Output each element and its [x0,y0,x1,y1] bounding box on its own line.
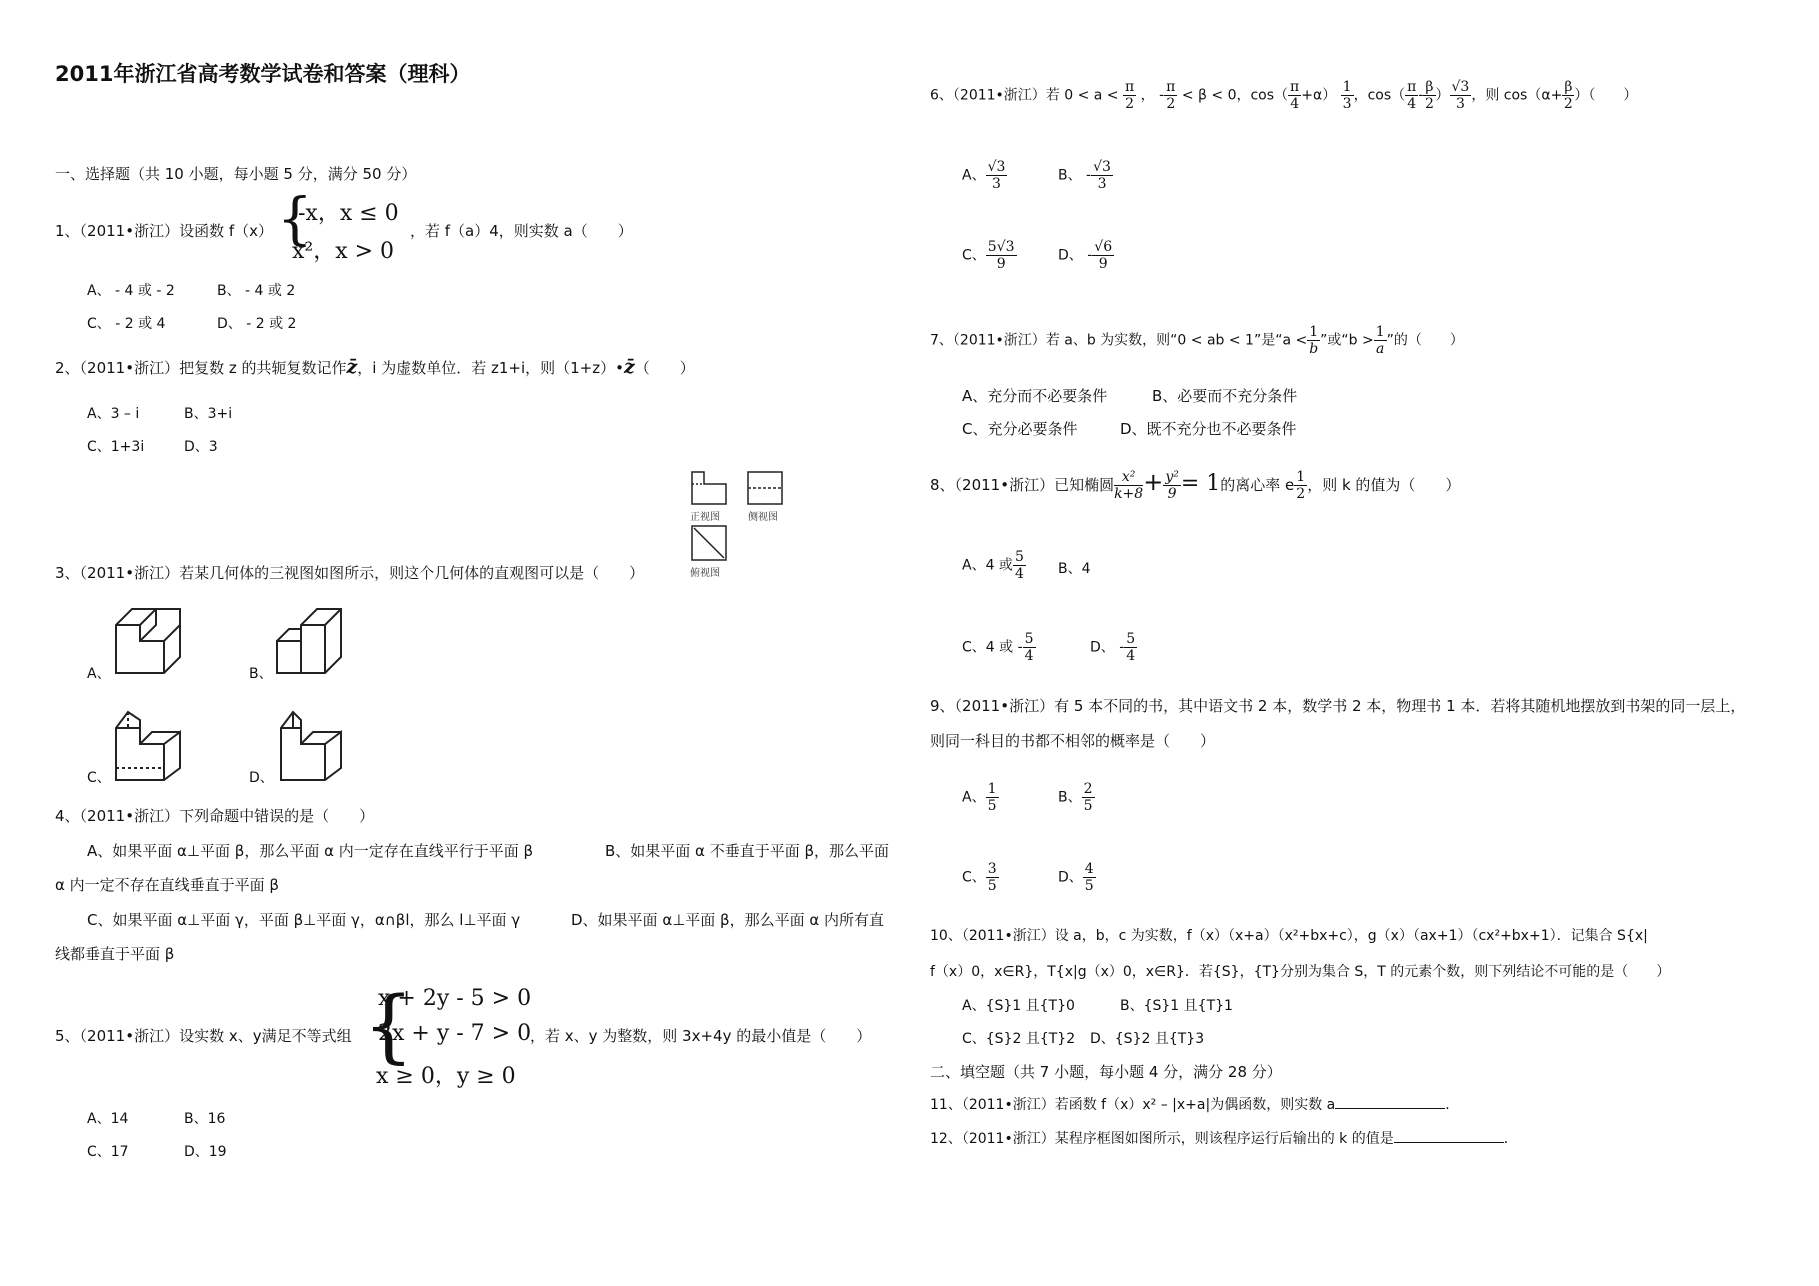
q10-option-d: D、{S}2 且{T}3 [1090,1031,1205,1047]
q8-plus: + [1143,468,1164,496]
q12-answer-blank[interactable] [1394,1128,1504,1143]
q10-option-c: C、{S}2 且{T}2 [962,1031,1076,1047]
question-3: 3、（2011•浙江）若某几何体的三视图如图所示，则这个几何体的直观图可以是（ ） [55,564,645,582]
question-1 [55,220,273,241]
q8-option-c: C、4 或 - $\frac{5}{4}$ [962,631,1034,664]
q2-option-b: B、3+i [184,406,233,422]
q3-option-d-solid [273,708,348,783]
q8-equals-one: = 1 [1180,471,1221,496]
section-heading-choice: 一、选择题（共 10 小题，每小题 5 分，满分 50 分） [55,165,417,183]
q5-suffix: ，若 x、y 为整数，则 3x+4y 的最小值是（ ） [530,1027,872,1045]
q6-frac-sqrt3-over-3: $\frac{√3}{3}$ [1451,79,1470,112]
q3-option-b: B、 [249,666,273,682]
q8-text-3: ，则 k 的值为（ ） [1307,476,1461,494]
q8-text-1: 8、（2011•浙江）已知椭圆 [930,476,1115,494]
q9-option-a: A、 $\frac{1}{5}$ [962,781,997,814]
q6-frac-pi-over-2: $\frac{\pi}{2}$ [1125,79,1135,112]
q3-option-b-solid [273,605,348,680]
page-title: 2011年浙江省高考数学试卷和答案（理科） [55,62,471,86]
q9-option-c: C、 $\frac{3}{5}$ [962,861,997,894]
question-10-cont: f（x）0，x∈R}，T{x|g（x）0，x∈R}．若{S}，{T}分别为集合 S，T 的元素个数，则下列结论不可能的是（ ） [930,964,1671,980]
q2-text-2: ，i 为虚数单位．若 z1+i，则（1+z）• [357,359,624,377]
view-caption-front: 正视图 [690,512,720,523]
q2-option-d: D、3 [184,439,218,455]
q3-option-c: C、 [87,770,111,786]
q1-option-c: C、 - 2 或 4 [87,316,166,332]
question-6 [930,80,1637,111]
question-9: 9、（2011•浙江）有 5 本不同的书，其中语文书 2 本，数学书 2 本，物理书 1 本．若将其随机地摆放到书架的同一层上， [930,697,1746,715]
q6-text-4: < β < 0，cos（ [1181,87,1289,104]
q5-constraint-2: 2x + y - 7 > 0 [378,1021,532,1046]
q4-option-a: A、如果平面 α⊥平面 β，那么平面 α 内一定存在直线平行于平面 β [87,842,534,860]
q1-option-b: B、 - 4 或 2 [217,283,296,299]
q5-option-c: C、17 [87,1144,129,1160]
q3-option-a: A、 [87,666,111,682]
q3-option-a-solid [112,605,187,680]
q7-option-d: D、既不充分也不必要条件 [1120,420,1297,438]
q7-text-1: 7、（2011•浙江）若 a、b 为实数，则“0 < ab < 1”是“a < [930,332,1308,349]
q12-text: 12、（2011•浙江）某程序框图如图所示，则该程序运行后输出的 k 的值是 [930,1131,1394,1147]
q8-option-b: B、4 [1058,561,1091,577]
view-caption-top: 俯视图 [690,568,720,579]
q2-text: 2、（2011•浙江）把复数 z 的共轭复数记作 [55,359,347,377]
q1-brace: { [277,187,313,252]
q6-frac-one-third: $\frac{1}{3}$ [1342,79,1352,112]
q8-option-a: A、4 或 $\frac{5}{4}$ [962,549,1024,582]
q9-option-b: B、 $\frac{2}{5}$ [1058,781,1093,814]
q7-text-3: ”的（ ） [1386,332,1464,349]
q10-option-b: B、{S}1 且{T}1 [1120,998,1233,1014]
view-caption-side: 侧视图 [748,512,778,523]
q2-zbar-2: z̄ [623,356,635,378]
q2-text-3: （ ） [634,359,695,377]
q7-text-2: ”或“b > [1320,332,1374,349]
q8-text-2: 的离心率 e [1220,476,1295,494]
q7-option-b: B、必要而不充分条件 [1152,387,1298,405]
q8-frac-x2: $\frac{\text{x²}}{k+8}$ [1114,469,1144,502]
q1-option-a: A、 - 4 或 - 2 [87,283,175,299]
q1-case-1: -x，x ≤ 0 [298,201,399,226]
q6-text-6: ，cos（ [1353,87,1406,104]
q5-option-b: B、16 [184,1111,226,1127]
q6-text-2: ， [1140,87,1155,104]
q12-end: ． [1503,1131,1518,1147]
q5-brace: { [363,979,414,1072]
q6-frac-pi-over-4: $\frac{\pi}{4}$ [1290,79,1300,112]
q4-option-b-cont: α 内一定不存在直线垂直于平面 β [55,876,279,894]
q7-frac-one-over-b: $\frac{1}{b}$ [1309,324,1319,357]
question-4: 4、（2011•浙江）下列命题中错误的是（ ） [55,807,375,825]
q5-option-a: A、14 [87,1111,129,1127]
q2-option-c: C、1+3i [87,439,145,455]
q6-option-c: C、 $\frac{5√3}{9}$ [962,239,1015,272]
question-9-cont: 则同一科目的书都不相邻的概率是（ ） [930,732,1216,750]
q1-suffix: ，若 f（a）4，则实数 a（ ） [410,222,633,240]
q9-option-d: D、 $\frac{4}{5}$ [1058,861,1094,894]
q3-option-c-solid [112,708,187,783]
q2-option-a: A、3 – i [87,406,140,422]
q6-text-9: ，则 cos（α+ [1471,87,1563,104]
q6-frac-pi-over-2-b: $\frac{\pi}{2}$ [1166,79,1176,112]
q6-option-a: A、 $\frac{√3}{3}$ [962,159,1006,192]
q6-frac-beta-over-2: $\frac{\beta}{2}$ [1425,79,1434,112]
question-8 [930,468,1460,501]
q10-option-a: A、{S}1 且{T}0 [962,998,1075,1014]
q8-option-d: D、 - $\frac{5}{4}$ [1090,631,1136,664]
q6-text-7: - [1418,87,1424,104]
question-5: 5、（2011•浙江）设实数 x、y满足不等式组 [55,1027,352,1045]
q3-option-d: D、 [249,770,274,786]
q4-option-d: D、如果平面 α⊥平面 β，那么平面 α 内所有直 [571,911,885,929]
q7-frac-one-over-a: $\frac{1}{a}$ [1375,324,1385,357]
q6-text-1: 6、（2011•浙江）若 0 < a < [930,87,1119,104]
q5-option-d: D、19 [184,1144,227,1160]
q6-option-d: D、 - $\frac{√6}{9}$ [1058,239,1113,272]
q8-frac-half: $\frac{1}{2}$ [1296,469,1306,502]
top-view-diagonal [694,528,724,558]
q11-text: 11、（2011•浙江）若函数 f（x）x² – |x+a|为偶函数，则实数 a [930,1097,1336,1113]
q8-frac-y2: $\frac{\text{y²}}{9}$ [1165,469,1179,502]
question-2 [55,356,695,378]
q4-option-b: B、如果平面 α 不垂直于平面 β，那么平面 [605,842,890,860]
q4-option-c: C、如果平面 α⊥平面 γ，平面 β⊥平面 γ，α∩βl，那么 l⊥平面 γ [87,911,521,929]
q6-text-3: - [1159,87,1165,104]
section-heading-fill: 二、填空题（共 7 小题，每小题 4 分，满分 28 分） [930,1063,1282,1081]
q6-frac-beta-over-2-b: $\frac{\beta}{2}$ [1563,79,1573,112]
q1-prefix: 1、（2011•浙江）设函数 f（x） [55,222,273,240]
q4-option-d-cont: 线都垂直于平面 β [55,945,175,963]
q6-text-8: ） [1435,87,1450,104]
question-11 [930,1094,1459,1114]
front-view-shape [692,472,726,504]
q5-constraint-1: x + 2y - 5 > 0 [378,986,532,1011]
q7-option-c: C、充分必要条件 [962,420,1078,438]
q11-end: ． [1445,1097,1460,1113]
q6-option-b: B、 - $\frac{√3}{3}$ [1058,159,1111,192]
q6-text-5: +α） [1301,87,1337,104]
q2-zbar: z̄ [346,356,358,378]
question-10: 10、（2011•浙江）设 a，b，c 为实数，f（x）（x+a）（x²+bx+c），g（x）（ax+1）（cx²+bx+1）．记集合 S{x| [930,928,1648,944]
q7-option-a: A、充分而不必要条件 [962,387,1108,405]
q1-case-2: x²，x > 0 [292,239,395,264]
q1-option-d: D、 - 2 或 2 [217,316,297,332]
q11-answer-blank[interactable] [1335,1094,1445,1109]
q6-frac-pi-over-4-b: $\frac{\pi}{4}$ [1407,79,1417,112]
q5-constraint-3: x ≥ 0，y ≥ 0 [376,1064,516,1089]
q6-text-10: ）（ ） [1574,87,1638,104]
question-12 [930,1128,1518,1148]
question-7 [930,325,1464,356]
